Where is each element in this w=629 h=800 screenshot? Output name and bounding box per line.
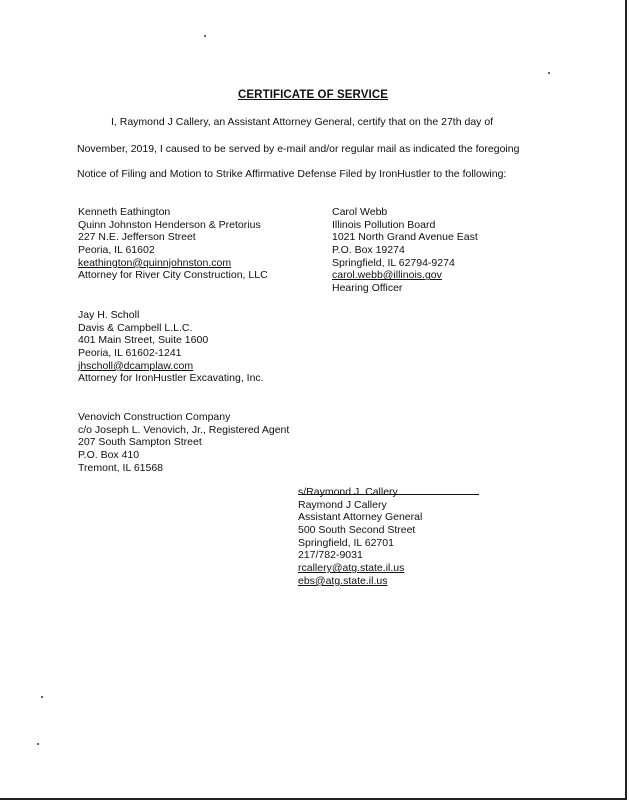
- recipient-city: Springfield, IL 62794-9274: [332, 256, 455, 269]
- signer-city: Springfield, IL 62701: [298, 536, 394, 549]
- recipient-email-link[interactable]: jhscholl@dcamplaw.com: [78, 359, 194, 372]
- recipient-name: Jay H. Scholl: [78, 309, 140, 321]
- recipient-name: Venovich Construction Company: [78, 411, 231, 423]
- recipient-email-link[interactable]: carol.webb@illinois.gov: [332, 269, 442, 282]
- recipient-street: 207 South Sampton Street: [78, 436, 202, 449]
- recipient-name: Carol Webb: [332, 206, 388, 218]
- recipient-role: Attorney for IronHustler Excavating, Inc.: [78, 372, 264, 385]
- signer-email-link-1[interactable]: rcallery@atg.state.il.us: [298, 562, 405, 575]
- recipient-role: Hearing Officer: [332, 282, 403, 295]
- recipient-po-box: P.O. Box 410: [78, 449, 140, 462]
- signer-name: Raymond J Callery: [298, 498, 387, 511]
- intro-line-2: November, 2019, I caused to be served by e-mail and/or regular mail as indicated the foregoing: [77, 143, 520, 155]
- recipient-po-box: P.O. Box 19274: [332, 244, 405, 257]
- recipient-role: Attorney for River City Construction, LLC: [78, 269, 268, 282]
- recipient-firm: Davis & Campbell L.L.C.: [78, 321, 193, 334]
- intro-line-3: Notice of Filing and Motion to Strike Affirmative Defense Filed by IronHustler to the following:: [77, 168, 507, 180]
- recipient-street: 401 Main Street, Suite 1600: [78, 334, 209, 347]
- recipient-agent: c/o Joseph L. Venovich, Jr., Registered Agent: [78, 423, 290, 436]
- signer-title: Assistant Attorney General: [298, 511, 423, 524]
- recipient-org: Illinois Pollution Board: [332, 218, 436, 231]
- recipient-street: 1021 North Grand Avenue East: [332, 231, 478, 244]
- scan-speck: [37, 743, 39, 745]
- recipient-city: Peoria, IL 61602: [78, 244, 155, 257]
- recipient-city: Tremont, IL 61568: [78, 461, 164, 474]
- recipient-block-venovich: [78, 411, 289, 474]
- scan-speck: [41, 696, 43, 698]
- recipient-email-link[interactable]: keathington@quinnjohnston.com: [78, 256, 232, 269]
- recipient-block-eathington: [78, 206, 268, 282]
- scan-speck: [548, 72, 550, 74]
- signer-street: 500 South Second Street: [298, 524, 416, 537]
- page-title: CERTIFICATE OF SERVICE: [237, 89, 388, 101]
- recipient-city: Peoria, IL 61602-1241: [78, 347, 182, 360]
- signature-block: [298, 486, 422, 588]
- recipient-street: 227 N.E. Jefferson Street: [78, 231, 196, 244]
- signer-phone: 217/782-9031: [298, 549, 363, 562]
- recipient-block-scholl: [78, 309, 264, 385]
- intro-line-1: I, Raymond J Callery, an Assistant Attorney General, certify that on the 27th day of: [111, 116, 494, 128]
- signature-text: s/Raymond J. Callery: [298, 486, 398, 498]
- signer-email-link-2[interactable]: ebs@atg.state.il.us: [298, 574, 388, 587]
- recipient-firm: Quinn Johnston Henderson & Pretorius: [78, 218, 261, 231]
- recipient-block-webb: [332, 206, 478, 295]
- recipient-name: Kenneth Eathington: [78, 206, 171, 218]
- scan-speck: [204, 35, 206, 37]
